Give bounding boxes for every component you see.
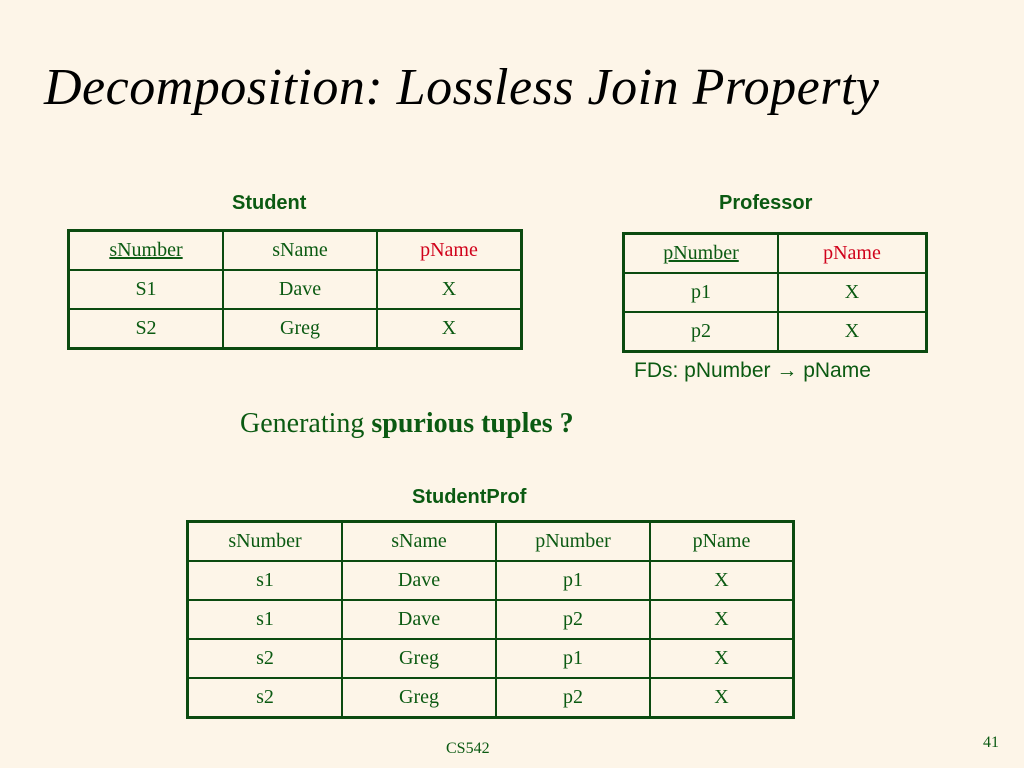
table-row [188,600,794,639]
question-emphasis: spurious tuples ? [371,408,574,439]
table-cell: S2 [69,309,224,349]
table-cell: Dave [223,270,377,309]
table-cell: s1 [188,561,343,600]
table-cell: X [377,309,522,349]
table-cell: Dave [342,600,496,639]
column-header-snumber: sNumber [69,231,224,271]
table-cell: X [650,639,794,678]
table-cell: p2 [496,600,650,639]
table-row [188,561,794,600]
table-cell: S1 [69,270,224,309]
table-cell: s2 [188,678,343,718]
table-header-row [188,522,794,562]
table-cell: p1 [624,273,779,312]
table-row [624,312,927,352]
table-cell: Greg [342,678,496,718]
table-cell: X [650,678,794,718]
table-cell: s2 [188,639,343,678]
table-row [624,273,927,312]
table-header-row [69,231,522,271]
course-footer: CS542 [446,740,490,757]
table-row [69,309,522,349]
table-row [188,678,794,718]
table-row [188,639,794,678]
slide-title: Decomposition: Lossless Join Property [44,59,880,116]
column-header-snumber: sNumber [188,522,343,562]
column-header-pnumber: pNumber [496,522,650,562]
student-table [67,229,523,350]
professor-table [622,232,928,353]
table-cell: p2 [624,312,779,352]
column-header-pnumber: pNumber [624,234,779,274]
question-prefix: Generating [240,408,372,439]
table-cell: Greg [342,639,496,678]
table-header-row [624,234,927,274]
spurious-tuples-question [240,408,574,440]
table-cell: X [778,273,927,312]
student-table-caption: Student [232,192,307,214]
studentprof-table [186,520,795,719]
functional-dependency-note: FDs: pNumber → pName [634,359,871,382]
table-cell: s1 [188,600,343,639]
column-header-pname: pName [377,231,522,271]
table-cell: Dave [342,561,496,600]
table-cell: X [377,270,522,309]
table-cell: X [650,561,794,600]
table-cell: X [650,600,794,639]
table-cell: p1 [496,639,650,678]
column-header-pname: pName [778,234,927,274]
column-header-sname: sName [342,522,496,562]
table-cell: X [778,312,927,352]
table-cell: p2 [496,678,650,718]
column-header-pname: pName [650,522,794,562]
studentprof-table-caption: StudentProf [412,486,527,508]
slide-page-number: 41 [983,734,999,751]
table-cell: Greg [223,309,377,349]
table-row [69,270,522,309]
column-header-sname: sName [223,231,377,271]
professor-table-caption: Professor [719,192,813,214]
table-cell: p1 [496,561,650,600]
